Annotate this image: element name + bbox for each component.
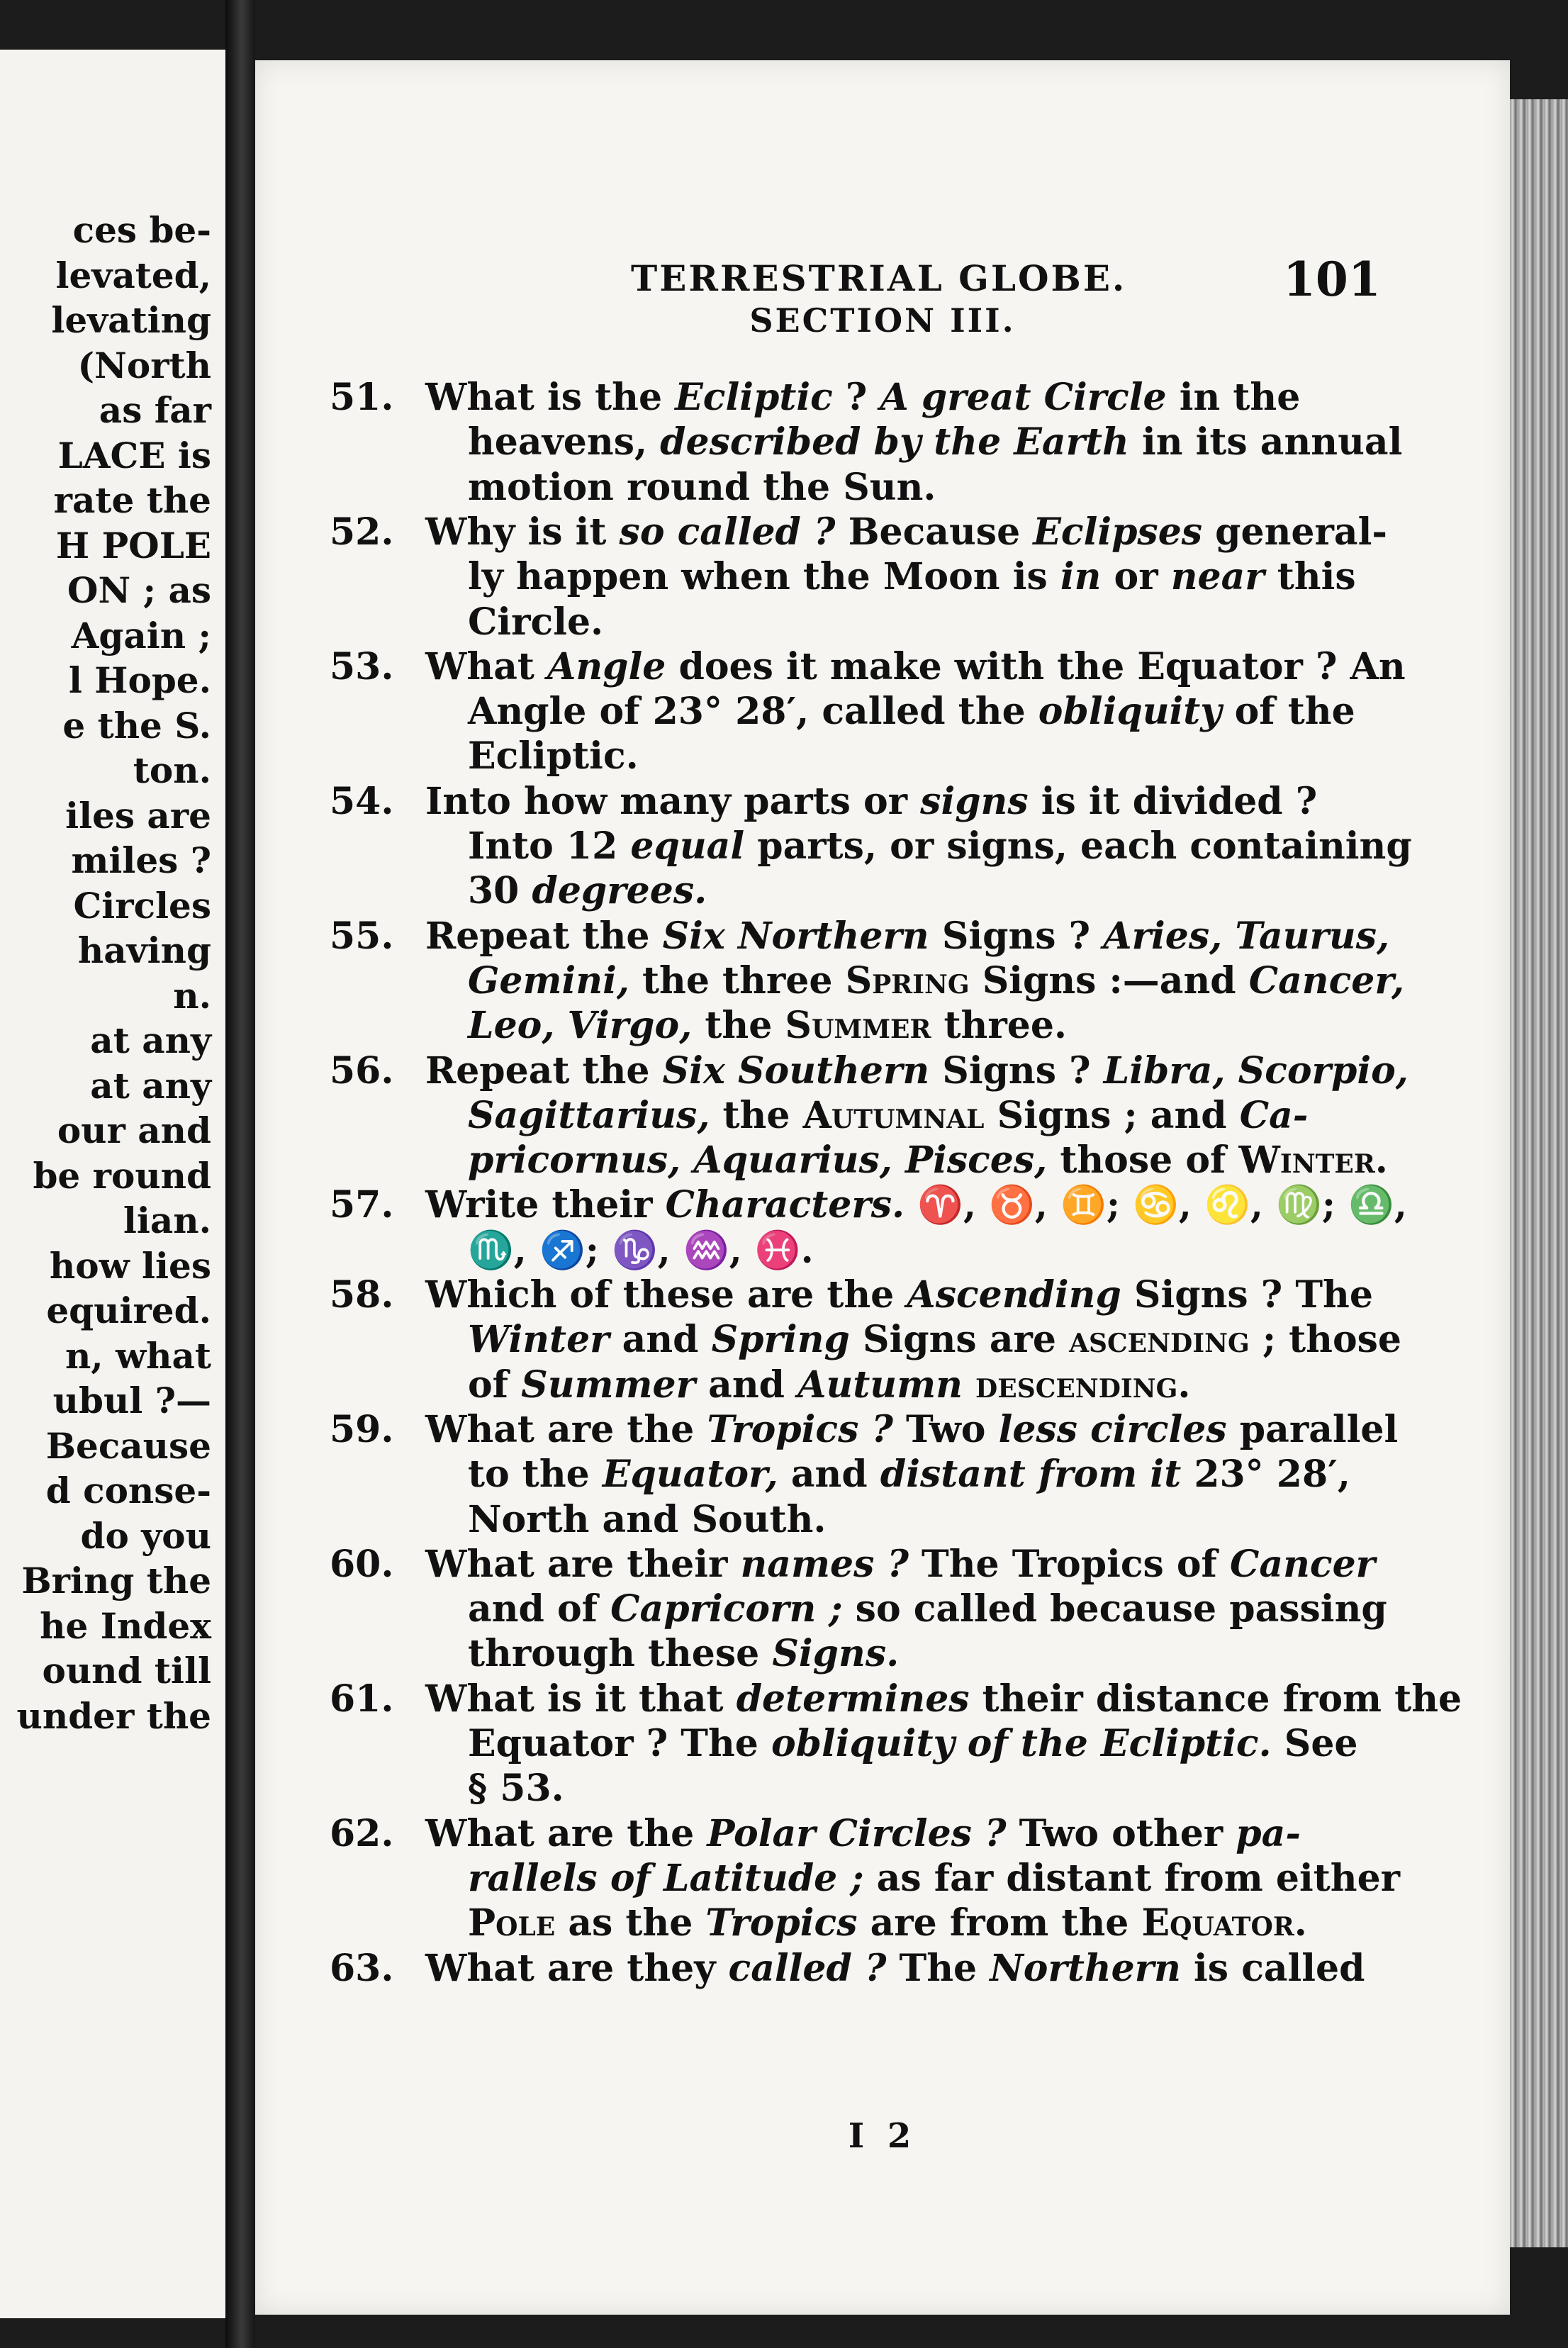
entry-segment: The Tropics of <box>908 1542 1231 1586</box>
entry-segment: through these <box>468 1632 773 1676</box>
left-page-line: ound till <box>42 1650 211 1692</box>
entry-segment: and <box>778 1453 880 1497</box>
left-page-line: ton. <box>133 749 211 791</box>
left-page-line: be round <box>33 1154 211 1197</box>
entry-segment: this <box>1264 555 1356 599</box>
entry-segment: of <box>468 1363 522 1407</box>
entry-segment: Capricorn ; <box>610 1587 843 1631</box>
entry-segment: Signs ? <box>929 914 1104 958</box>
entry-line <box>425 510 1387 554</box>
entry-segment: in its annual <box>1129 420 1403 464</box>
entry-segment: equal <box>630 824 745 868</box>
entry-segment: Aries, Taurus, <box>1103 914 1390 958</box>
entry-segment: Six Southern <box>662 1049 930 1092</box>
entry-segment: as far distant from either <box>863 1856 1401 1900</box>
entry-segment: ♈, ♉, ♊; ♋, ♌, ♍; ♎, <box>905 1183 1407 1227</box>
entry-segment: What are they <box>425 1946 729 1990</box>
entry-line <box>468 690 1355 734</box>
entry-segment: Signs ? The <box>1121 1273 1373 1316</box>
left-page-line: as far <box>99 389 211 431</box>
entry-segment: A great Circle <box>880 376 1167 419</box>
entry-number: 54. <box>330 779 394 823</box>
entry-line <box>468 1632 900 1676</box>
entry-segment: and <box>695 1363 798 1407</box>
entry-segment: ? <box>832 376 880 419</box>
left-page-line: levated, <box>55 254 211 296</box>
entry-line <box>468 1139 1388 1183</box>
left-page-line: rate the <box>53 479 211 521</box>
book-gutter <box>225 0 255 2348</box>
entry-segment: What is the <box>425 376 676 419</box>
entry-line <box>425 1946 1365 1990</box>
entry-line <box>468 1363 1191 1407</box>
entry-line <box>468 824 1412 868</box>
entry-segment: Polar Circles ? <box>707 1811 1007 1855</box>
entry-segment: The <box>886 1946 990 1990</box>
section-heading: SECTION III. <box>749 301 1016 340</box>
running-head <box>255 195 1510 307</box>
entry-segment: Angle of 23° 28′, called the <box>468 690 1038 734</box>
entry-segment: Signs. <box>772 1632 900 1676</box>
entry-segment: Tropics ? <box>707 1407 893 1451</box>
entry-line <box>425 1407 1399 1451</box>
page-stack-edge <box>1510 99 1568 2247</box>
entry-line <box>468 465 936 509</box>
entry-number: 57. <box>330 1183 394 1227</box>
entry-segment: Equator. <box>1141 1901 1307 1945</box>
entry-segment: Ca- <box>1239 1093 1309 1137</box>
entry-segment: parts, or signs, each containing <box>744 824 1412 868</box>
entry-segment: Summer <box>521 1363 696 1407</box>
entry-segment: Ascending <box>907 1273 1121 1316</box>
left-page-line: ces be- <box>72 209 211 251</box>
entry-segment: Signs ; and <box>984 1093 1240 1137</box>
entry-segment: pricornus, Aquarius, Pisces, <box>468 1139 1048 1183</box>
entry-segment: Eclipses <box>1033 510 1203 554</box>
entry-segment: North and South. <box>468 1497 827 1541</box>
left-page-line: iles are <box>65 794 211 837</box>
entry-segment: the three <box>629 958 846 1002</box>
entry-segment: Into how many parts or <box>425 779 921 823</box>
entry-segment: called ? <box>728 1946 887 1990</box>
entry-segment: Leo, Virgo, <box>468 1004 693 1048</box>
entry-segment: those of <box>1047 1139 1239 1183</box>
left-page-line: (North <box>77 344 211 386</box>
left-page-line: equired. <box>46 1290 211 1331</box>
entry-segment: so called because passing <box>842 1587 1387 1631</box>
entry-number: 60. <box>330 1542 394 1586</box>
entry-segment: Why is it <box>425 510 620 554</box>
entry-segment: is called <box>1180 1946 1365 1990</box>
entry-segment: and <box>609 1318 712 1362</box>
entry-line <box>468 420 1403 464</box>
left-page-line: Bring the <box>21 1560 211 1601</box>
left-page-line: Again ; <box>71 614 211 656</box>
left-page-line: under the <box>16 1694 211 1737</box>
entry-number: 52. <box>330 510 394 554</box>
entry-segment: Repeat the <box>425 914 663 958</box>
entry-segment: Signs :—and <box>969 958 1249 1002</box>
entry-segment: Spring <box>711 1318 850 1362</box>
entry-segment: Six Northern <box>662 914 929 958</box>
entry-segment: to the <box>468 1453 603 1497</box>
entry-segment: in the <box>1166 376 1301 419</box>
entry-segment: See <box>1271 1722 1358 1765</box>
entry-segment: Winter <box>468 1318 610 1362</box>
left-page-line: n, what <box>65 1334 211 1377</box>
entry-segment: Autumn <box>797 1363 963 1407</box>
entry-line <box>468 1722 1358 1765</box>
entry-line <box>425 1811 1301 1855</box>
entry-number: 58. <box>330 1273 394 1316</box>
entry-segment: or <box>1101 555 1171 599</box>
entry-segment: ly happen when the Moon is <box>468 555 1060 599</box>
left-page-line: d conse- <box>45 1470 211 1511</box>
entry-segment: Two other <box>1006 1811 1236 1855</box>
entry-segment: Tropics <box>705 1901 858 1945</box>
entry-number: 62. <box>330 1811 394 1855</box>
entry-segment: Write their <box>425 1183 666 1227</box>
left-page-line: Circles <box>73 884 211 927</box>
entry-line <box>425 914 1390 958</box>
entry-line <box>468 1004 1068 1048</box>
entry-number: 59. <box>330 1407 394 1451</box>
entry-segment: degrees. <box>532 869 707 913</box>
entry-segment: the <box>692 1004 785 1048</box>
entry-line <box>468 734 639 778</box>
entry-segment: their distance from the <box>969 1677 1462 1721</box>
entry-segment: ♏, ♐; ♑, ♒, ♓. <box>468 1228 814 1272</box>
left-page-line: our and <box>57 1109 211 1151</box>
entry-segment: Equator ? The <box>468 1722 771 1765</box>
entry-segment: Libra, Scorpio, <box>1103 1049 1409 1092</box>
entry-segment: distant from it <box>880 1453 1182 1497</box>
entry-segment: Northern <box>990 1946 1181 1990</box>
entry-line <box>425 376 1301 419</box>
entry-number: 51. <box>330 376 394 419</box>
entry-segment: What is it that <box>425 1677 737 1721</box>
entry-segment: and of <box>468 1587 611 1631</box>
entry-segment: Because <box>835 510 1034 554</box>
entry-segment: ascending <box>1069 1318 1250 1362</box>
entry-segment: Characters. <box>665 1183 905 1227</box>
entry-segment: Ecliptic <box>675 376 833 419</box>
entry-segment: Summer <box>785 1004 931 1048</box>
entry-line <box>468 1228 814 1272</box>
entry-segment: as the <box>555 1901 706 1945</box>
entry-segment: ; those <box>1249 1318 1402 1362</box>
entry-line <box>425 779 1318 823</box>
entry-line <box>468 1497 827 1541</box>
entry-segment: Which of these are the <box>425 1273 907 1316</box>
entry-line <box>468 869 707 913</box>
entry-number: 61. <box>330 1677 394 1721</box>
entry-segment: Autumnal <box>802 1093 985 1137</box>
entry-segment: What are the <box>425 1407 707 1451</box>
entry-segment: parallel <box>1226 1407 1399 1451</box>
entry-segment: obliquity of the Ecliptic. <box>771 1722 1272 1765</box>
entry-segment: signs <box>920 779 1029 823</box>
entry-line <box>468 1767 564 1811</box>
entry-segment <box>963 1363 975 1407</box>
left-page-line: l Hope. <box>68 659 211 701</box>
left-page-line: do you <box>80 1514 211 1557</box>
running-title: TERRESTRIAL GLOBE. <box>631 257 1127 299</box>
entry-line <box>468 1856 1401 1900</box>
entry-segment: Into 12 <box>468 824 631 868</box>
entry-segment: is it divided ? <box>1028 779 1318 823</box>
entry-segment: rallels of Latitude ; <box>468 1856 864 1900</box>
entry-segment: motion round the Sun. <box>468 465 936 509</box>
entry-segment: Circle. <box>468 600 604 644</box>
entry-line <box>468 1453 1350 1497</box>
entry-number: 63. <box>330 1946 394 1990</box>
entry-segment: Ecliptic. <box>468 734 639 778</box>
entry-segment: 30 <box>468 869 532 913</box>
book-page <box>255 60 1510 2315</box>
entry-segment: Equator, <box>602 1453 778 1497</box>
entry-line <box>468 1093 1309 1137</box>
entry-segment: near <box>1170 555 1265 599</box>
entry-segment: What <box>425 644 548 688</box>
entry-segment: Cancer <box>1230 1542 1376 1586</box>
entry-segment: heavens, <box>468 420 661 464</box>
entry-segment: described by the Earth <box>660 420 1129 464</box>
entry-segment: Two <box>892 1407 999 1451</box>
entry-line <box>425 1542 1376 1586</box>
entry-segment: What are their <box>425 1542 741 1586</box>
entry-segment: names ? <box>740 1542 909 1586</box>
entry-segment: of the <box>1221 690 1355 734</box>
entry-line <box>425 1677 1462 1721</box>
left-page-line: ON ; as <box>67 569 211 611</box>
entry-segment: in <box>1060 555 1102 599</box>
entry-segment: Signs are <box>849 1318 1070 1362</box>
entry-line <box>468 600 604 644</box>
entry-segment: Signs ? <box>929 1049 1104 1092</box>
left-page-line: levating <box>51 299 211 341</box>
entry-line <box>468 1318 1402 1362</box>
entry-line <box>425 644 1406 688</box>
entry-segment: three. <box>931 1004 1068 1048</box>
entry-segment: Pole <box>468 1901 556 1945</box>
entry-segment: What are the <box>425 1811 707 1855</box>
entry-line <box>468 958 1405 1002</box>
left-page-line: at any <box>90 1019 211 1061</box>
left-page-line: how lies <box>49 1244 211 1287</box>
entry-segment: pa- <box>1236 1811 1301 1855</box>
left-page-fragment <box>0 50 225 2318</box>
entry-number: 53. <box>330 644 394 688</box>
entry-line <box>468 1587 1387 1631</box>
printer-signature: I 2 <box>848 2116 917 2156</box>
left-page-line: he Index <box>40 1604 211 1647</box>
entry-segment: general- <box>1202 510 1387 554</box>
entry-segment: Angle <box>547 644 666 688</box>
entry-segment: Repeat the <box>425 1049 663 1092</box>
entry-segment: § 53. <box>468 1767 564 1811</box>
entry-segment: less circles <box>998 1407 1227 1451</box>
entry-number: 56. <box>330 1049 394 1092</box>
entry-segment: Spring <box>845 958 970 1002</box>
entry-line <box>468 1901 1307 1945</box>
entry-segment: Gemini, <box>468 958 629 1002</box>
left-page-line: n. <box>173 974 211 1017</box>
left-page-line: e the S. <box>62 704 211 747</box>
entry-segment: does it make with the Equator ? An <box>666 644 1406 688</box>
entry-segment: Sagittarius, <box>468 1093 710 1137</box>
left-page-line: having <box>77 929 211 971</box>
entry-segment: Cancer, <box>1248 958 1405 1002</box>
entry-segment: Winter. <box>1238 1139 1388 1183</box>
entry-line <box>425 1183 1407 1227</box>
page-number: 101 <box>1283 252 1381 307</box>
entry-number: 55. <box>330 914 394 958</box>
left-page-line: LACE is <box>57 434 211 476</box>
left-page-line: at any <box>90 1064 211 1107</box>
entry-segment: determines <box>736 1677 970 1721</box>
entry-segment: obliquity <box>1038 690 1222 734</box>
entry-segment: the <box>710 1093 803 1137</box>
entry-segment: so called ? <box>619 510 836 554</box>
entry-segment: 23° 28′, <box>1181 1453 1350 1497</box>
entry-line <box>425 1049 1409 1092</box>
entry-segment: descending. <box>975 1363 1191 1407</box>
entry-line <box>425 1273 1373 1316</box>
left-page-line: miles ? <box>71 839 211 881</box>
left-page-line: H POLE <box>55 524 211 566</box>
entry-segment: are from the <box>857 1901 1142 1945</box>
entry-line <box>468 555 1356 599</box>
left-page-line: lian. <box>123 1200 211 1241</box>
left-page-line: Because <box>45 1424 211 1467</box>
left-page-line: ubul ?— <box>52 1380 211 1421</box>
